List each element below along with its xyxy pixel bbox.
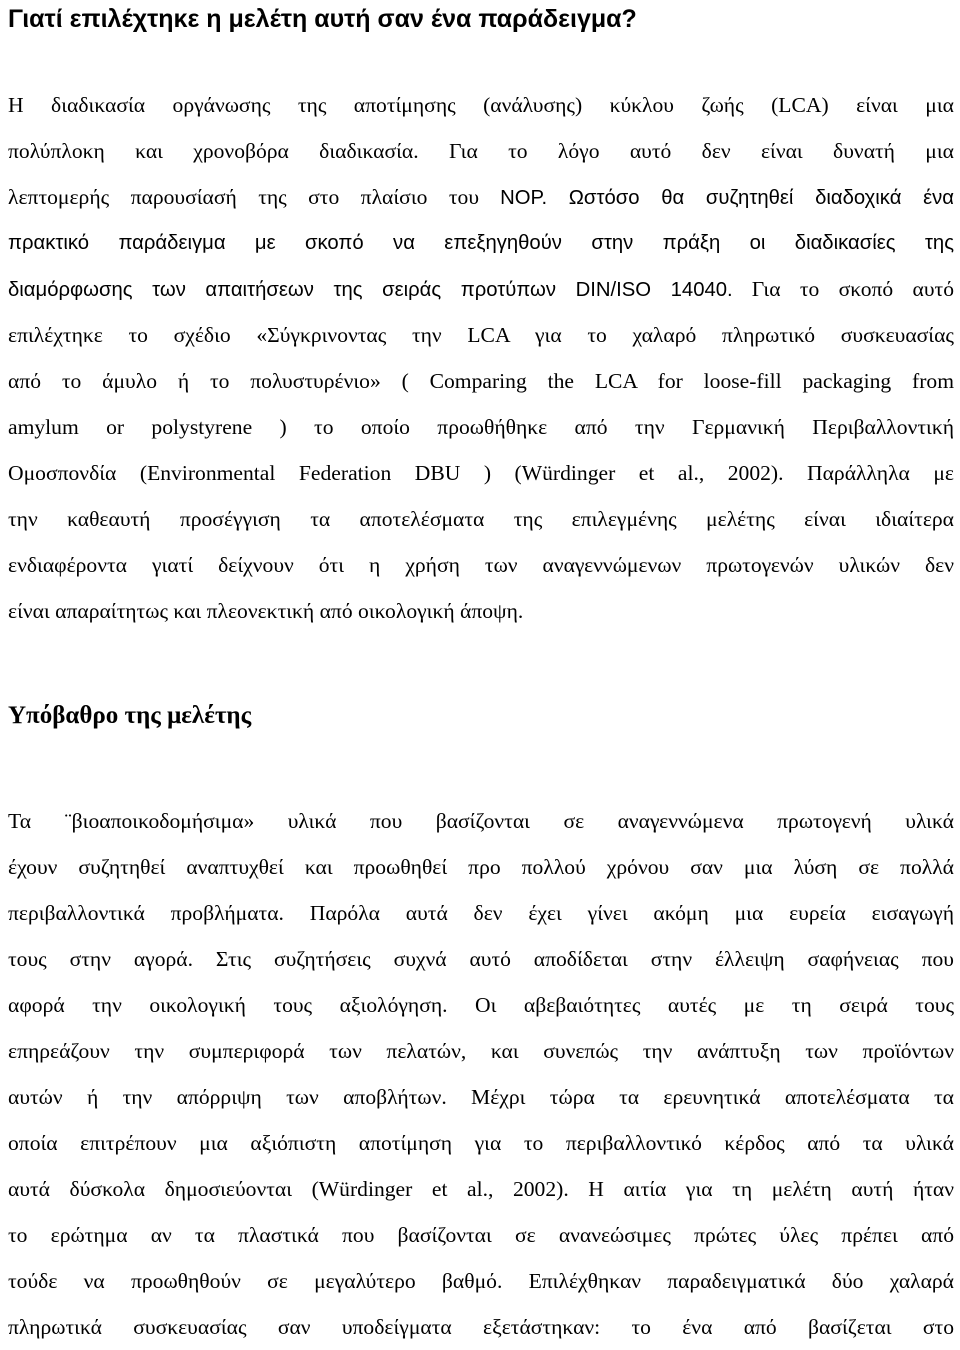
text-line: από το άμυλο ή το πολυστυρένιο» ( Comparing the LCA for loose-fill packaging from xyxy=(8,369,954,393)
text-line: πληρωτικά συσκευασίας σαν υποδείγματα εξετάστηκαν: το ένα από βασίζεται στο xyxy=(8,1315,954,1339)
text-line: τούδε να προωθηθούν σε μεγαλύτερο βαθμό. Επιλέχθηκαν παραδειγματικά δύο χαλαρά xyxy=(8,1269,954,1293)
text-line: Ομοσπονδία (Environmental Federation DBU ) (Würdinger et al., 2002). Παράλληλα με xyxy=(8,461,954,485)
paragraph-intro xyxy=(8,82,954,634)
paragraph-background xyxy=(8,798,954,1350)
text-line: επιλέχτηκε το σχέδιο «Σύγκρινοντας την LCA για το χαλαρό πληρωτικό συσκευασίας xyxy=(8,323,954,347)
text-line: οποία επιτρέπουν μια αξιόπιστη αποτίμηση για το περιβαλλοντικό κέρδος από τα υλικά xyxy=(8,1131,954,1155)
page-title: Γιατί επιλέχτηκε η μελέτη αυτή σαν ένα παράδειγμα? xyxy=(8,5,637,33)
text-line: αυτών ή την απόρριψη των αποβλήτων. Μέχρι τώρα τα ερευνητικά αποτελέσματα τα xyxy=(8,1085,954,1109)
text-line: Τα ¨βιοαποικοδομήσιμα» υλικά που βασίζονται σε αναγεννώμενα πρωτογενή υλικά xyxy=(8,809,954,833)
text-line: την καθεαυτή προσέγγιση τα αποτελέσματα της επιλεγμένης μελέτης είναι ιδιαίτερα xyxy=(8,507,954,531)
text-line: amylum or polystyrene ) το οποίο προωθήθηκε από την Γερμανική Περιβαλλοντική xyxy=(8,415,954,439)
text-line: έχουν συζητηθεί αναπτυχθεί και προωθηθεί προ πολλού χρόνου σαν μια λύση σε πολλά xyxy=(8,855,954,879)
text-line: επηρεάζουν την συμπεριφορά των πελατών, και συνεπώς την ανάπτυξη των προϊόντων xyxy=(8,1039,954,1063)
text-line: περιβαλλοντικά προβλήματα. Παρόλα αυτά δεν έχει γίνει ακόμη μια ευρεία εισαγωγή xyxy=(8,901,954,925)
text-line: Η διαδικασία οργάνωσης της αποτίμησης (ανάλυσης) κύκλου ζωής (LCA) είναι μια xyxy=(8,93,954,117)
text-line: αυτά δύσκολα δημοσιεύονται (Würdinger et al., 2002). Η αιτία για τη μελέτη αυτή ήταν xyxy=(8,1177,954,1201)
text-line: λεπτομερής παρουσίασή της στο πλαίσιο του ΝΟΡ. Ωστόσο θα συζητηθεί διαδοχικά ένα xyxy=(8,185,954,209)
text-line: ενδιαφέροντα γιατί δείχνουν ότι η χρήση των αναγεννώμενων πρωτογενών υλικών δεν xyxy=(8,553,954,577)
text-line: πρακτικό παράδειγμα με σκοπό να επεξηγηθούν στην πράξη οι διαδικασίες της xyxy=(8,232,954,254)
text-line: το ερώτημα αν τα πλαστικά που βασίζονται σε ανανεώσιμες πρώτες ύλες πρέπει από xyxy=(8,1223,954,1247)
section-heading: Υπόβαθρο της μελέτης xyxy=(8,702,252,729)
text-line-last: είναι απαραίτητως και πλεονεκτική από οικολογική άποψη. xyxy=(8,599,524,623)
text-line: διαμόρφωσης των απαιτήσεων της σειράς προτύπων DIN/ISO 14040. Για το σκοπό αυτό xyxy=(8,277,954,301)
text-line: αφορά την οικολογική τους αξιολόγηση. Οι αβεβαιότητες αυτές με τη σειρά τους xyxy=(8,993,954,1017)
text-line: πολύπλοκη και χρονοβόρα διαδικασία. Για το λόγο αυτό δεν είναι δυνατή μια xyxy=(8,139,954,163)
text-line: τους στην αγορά. Στις συζητήσεις συχνά αυτό αποδίδεται στην έλλειψη σαφήνειας που xyxy=(8,947,954,971)
